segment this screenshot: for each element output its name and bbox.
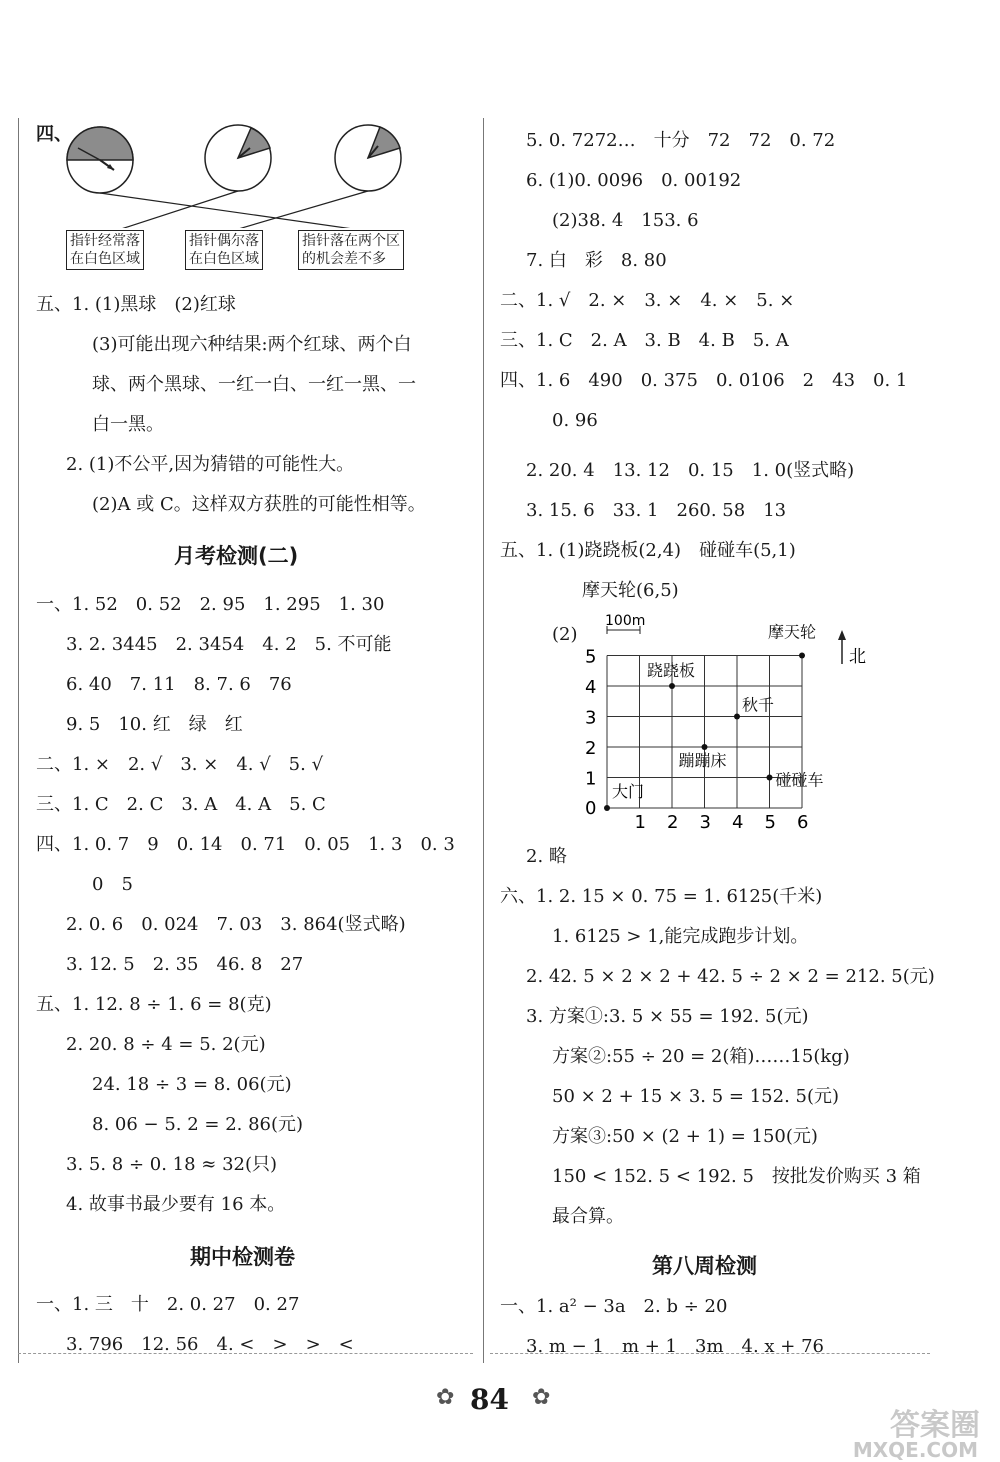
location-point [767,775,773,781]
spinner-1 [67,127,133,193]
connector-line [235,191,368,228]
answer-line: 三、1. C 2. C 3. A 4. A 5. C [36,794,326,815]
location-point [702,744,708,750]
flower-ornament-right: ✿ [532,1385,551,1410]
answer-line: (3)可能出现六种结果:两个红球、两个白 [92,334,412,355]
answer-line: 2. 0. 6 0. 024 7. 03 3. 864(竖式略) [66,914,406,935]
answer-line: 2. (1)不公平,因为猜错的可能性大。 [66,454,355,475]
location-label: 碰碰车 [775,770,824,790]
y-tick-label: 2 [585,738,597,759]
north-arrow-head [838,630,846,640]
answer-line: 3. 5. 8 ÷ 0. 18 ≈ 32(只) [66,1154,278,1175]
x-tick-label: 2 [667,812,679,832]
answer-line: 五、1. 12. 8 ÷ 1. 6 = 8(克) [36,994,272,1015]
x-tick-label: 6 [797,812,809,832]
answer-line: 最合算。 [552,1206,624,1227]
answer-line: 3. 2. 3445 2. 3454 4. 2 5. 不可能 [66,634,392,655]
answer-line: 9. 5 10. 红 绿 红 [66,714,243,735]
spinner-3 [335,125,401,191]
answer-line: 三、1. C 2. A 3. B 4. B 5. A [500,330,789,351]
watermark-logo: 答案圈 [890,1408,980,1443]
answer-line: 四、1. 0. 7 9 0. 14 0. 71 0. 05 1. 3 0. 3 [36,834,455,855]
answer-line: 0. 96 [552,410,598,431]
answer-line: 白一黑。 [92,414,164,435]
answer-line: 4. 故事书最少要有 16 本。 [66,1194,286,1215]
answer-line: 球、两个黑球、一红一白、一红一黑、一 [92,374,416,395]
coordinate-grid [570,612,870,832]
answer-line: 6. 40 7. 11 8. 7. 6 76 [66,674,292,695]
y-tick-label: 3 [585,707,597,729]
answer-line: 24. 18 ÷ 3 = 8. 06(元) [92,1074,292,1095]
spinner-2 [205,125,271,191]
y-tick-label: 4 [585,677,597,698]
answer-line: (2)A 或 C。这样双方获胜的可能性相等。 [92,494,426,515]
answer-line: 六、1. 2. 15 × 0. 75 = 1. 6125(千米) [500,886,823,907]
spinner-diagram [30,118,470,228]
answer-line: 方案②:55 ÷ 20 = 2(箱)……15(kg) [552,1046,850,1067]
section-title: 月考检测(二) [174,544,299,568]
answer-line: 8. 06 − 5. 2 = 2. 86(元) [92,1114,304,1135]
answer-line: 3. 15. 6 33. 1 260. 58 13 [526,500,787,521]
answer-line: 一、1. a² − 3a 2. b ÷ 20 [500,1296,728,1317]
answer-line: 0 5 [92,874,133,895]
gate-label: 大门 [612,782,645,801]
answer-line: 2. 略 [526,846,567,867]
answer-line: 摩天轮(6,5) [582,580,679,601]
x-tick-label: 3 [699,812,711,832]
flower-ornament-left: ✿ [436,1385,455,1410]
location-label: 跷跷板 [647,661,696,680]
spinner-note-2: 指针偶尔落 在白色区域 [185,230,263,270]
north-label: 北 [849,647,866,667]
answer-line: 5. 0. 7272… 十分 72 72 0. 72 [526,130,836,151]
answer-line: 150 < 152. 5 < 192. 5 按批发价购买 3 箱 [552,1166,921,1187]
answer-line: (2)38. 4 153. 6 [552,210,699,231]
spinner-note-1: 指针经常落 在白色区域 [66,230,144,270]
x-tick-label: 5 [764,812,776,832]
answer-line: (2) [552,624,578,645]
section-title: 第八周检测 [652,1254,757,1278]
answer-line: 2. 20. 4 13. 12 0. 15 1. 0(竖式略) [526,460,855,481]
answer-line: 2. 20. 8 ÷ 4 = 5. 2(元) [66,1034,266,1055]
answer-line: 一、1. 52 0. 52 2. 95 1. 295 1. 30 [36,594,385,615]
location-label: 摩天轮 [768,622,817,642]
page-number: 84 [470,1383,509,1416]
y-tick-label: 5 [585,646,597,668]
answer-line: 四、1. 6 490 0. 375 0. 0106 2 43 0. 1 [500,370,908,391]
column-divider-middle [483,118,484,1363]
answer-line: 方案③:50 × (2 + 1) = 150(元) [552,1126,818,1147]
answer-line: 一、1. 三 十 2. 0. 27 0. 27 [36,1294,300,1315]
y-tick-label: 1 [585,768,597,790]
watermark-url: MXQE.COM [852,1438,978,1462]
location-label: 秋千 [742,695,775,715]
origin-point [604,805,610,811]
x-tick-label: 1 [634,812,646,832]
y-tick-label: 0 [585,798,597,819]
answer-line: 五、1. (1)跷跷板(2,4) 碰碰车(5,1) [500,540,796,561]
answer-line: 2. 42. 5 × 2 × 2 + 42. 5 ÷ 2 × 2 = 212. 5(元) [526,966,935,987]
section-title: 期中检测卷 [190,1245,295,1269]
location-point [669,683,675,689]
scale-label: 100m [605,613,646,629]
section-label-four: 四、 [36,124,72,145]
answer-line: 6. (1)0. 0096 0. 00192 [526,170,742,191]
answer-line: 3. 方案①:3. 5 × 55 = 192. 5(元) [526,1006,809,1027]
answer-line: 50 × 2 + 15 × 3. 5 = 152. 5(元) [552,1086,840,1107]
x-tick-label: 4 [732,812,744,832]
location-label: 蹦蹦床 [678,751,727,770]
answer-line: 二、1. × 2. √ 3. × 4. √ 5. √ [36,754,324,775]
answer-line: 3. m − 1 m + 1 3m 4. x + 76 [526,1336,824,1357]
spinner-note-3: 指针落在两个区 的机会差不多 [298,230,404,270]
answer-line: 3. 796 12. 56 4. < > > < [66,1334,354,1355]
answer-line: 二、1. √ 2. × 3. × 4. × 5. × [500,290,795,311]
column-divider-left [18,118,19,1363]
location-point [799,653,805,659]
answer-line: 3. 12. 5 2. 35 46. 8 27 [66,954,304,975]
answer-line: 1. 6125 > 1,能完成跑步计划。 [552,926,809,947]
answer-line: 五、1. (1)黑球 (2)红球 [36,294,236,315]
answer-line: 7. 白 彩 8. 80 [526,250,667,271]
location-point [734,714,740,720]
